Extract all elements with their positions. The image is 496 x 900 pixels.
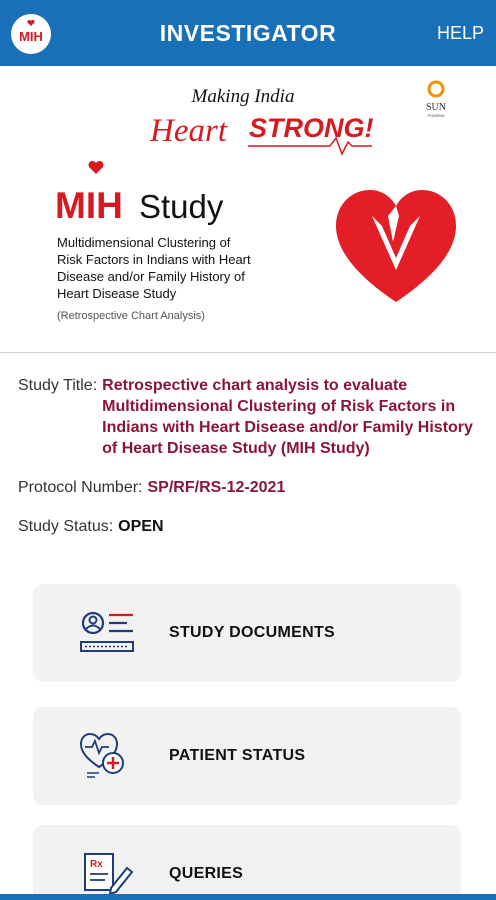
queries-button[interactable] [33, 825, 461, 894]
study-note: (Retrospective Chart Analysis) [57, 310, 205, 322]
study-full-name [57, 235, 251, 322]
campaign-line1: Making India [191, 86, 295, 107]
patient-status-icon [77, 729, 141, 783]
study-full-line: Heart Disease Study [57, 286, 177, 301]
status-value: OPEN [118, 518, 164, 535]
study-full-line: Disease and/or Family History of [57, 269, 245, 284]
protocol-value: SP/RF/RS-12-2021 [147, 479, 286, 496]
campaign-line2-a: Heart [150, 113, 227, 149]
queries-label: QUERIES [169, 864, 244, 882]
study-title-value: Retrospective chart analysis to evaluate Multidimensional Clustering of Risk Factors in Indians with Heart Disease and/or Family History of Heart Disease Study (MIH Study) [102, 377, 473, 457]
protocol-label: Protocol Number: [18, 479, 143, 496]
status-label: Study Status: [18, 518, 114, 535]
study-details [18, 375, 488, 555]
page-title: INVESTIGATOR [159, 20, 337, 46]
queries-icon [77, 848, 141, 900]
app-bar [0, 0, 496, 66]
study-title-row [18, 375, 488, 459]
protocol-row [18, 477, 488, 498]
status-row [18, 516, 488, 537]
campaign-logo [149, 86, 374, 154]
study-title-label: Study Title: [18, 377, 98, 394]
sponsor-sub: PHARMA [427, 113, 445, 118]
campaign-line2-b: STRONG! [249, 113, 374, 143]
sponsor-logo [426, 82, 446, 118]
patient-status-button[interactable] [33, 707, 461, 805]
heart-pen-icon [336, 190, 456, 302]
heart-icon [88, 161, 103, 174]
app-logo-text: MIH [19, 28, 43, 44]
help-button[interactable]: HELP [436, 23, 484, 43]
study-logo [55, 161, 224, 226]
study-full-line: Multidimensional Clustering of [57, 235, 231, 250]
study-documents-button[interactable] [33, 584, 461, 682]
study-full-line: Risk Factors in Indians with Heart [57, 252, 251, 267]
sun-icon [429, 82, 443, 96]
sponsor-name: SUN [425, 102, 447, 113]
divider [0, 352, 496, 353]
banner-graphic [0, 66, 496, 352]
patient-status-label: PATIENT STATUS [169, 747, 306, 764]
study-banner [0, 66, 496, 352]
svg-text:Rx: Rx [90, 858, 103, 870]
study-documents-label: STUDY DOCUMENTS [169, 624, 335, 641]
study-word: Study [139, 188, 224, 225]
study-documents-icon [77, 606, 141, 660]
bottom-bar [0, 894, 496, 900]
study-acronym: MIH [55, 185, 123, 226]
